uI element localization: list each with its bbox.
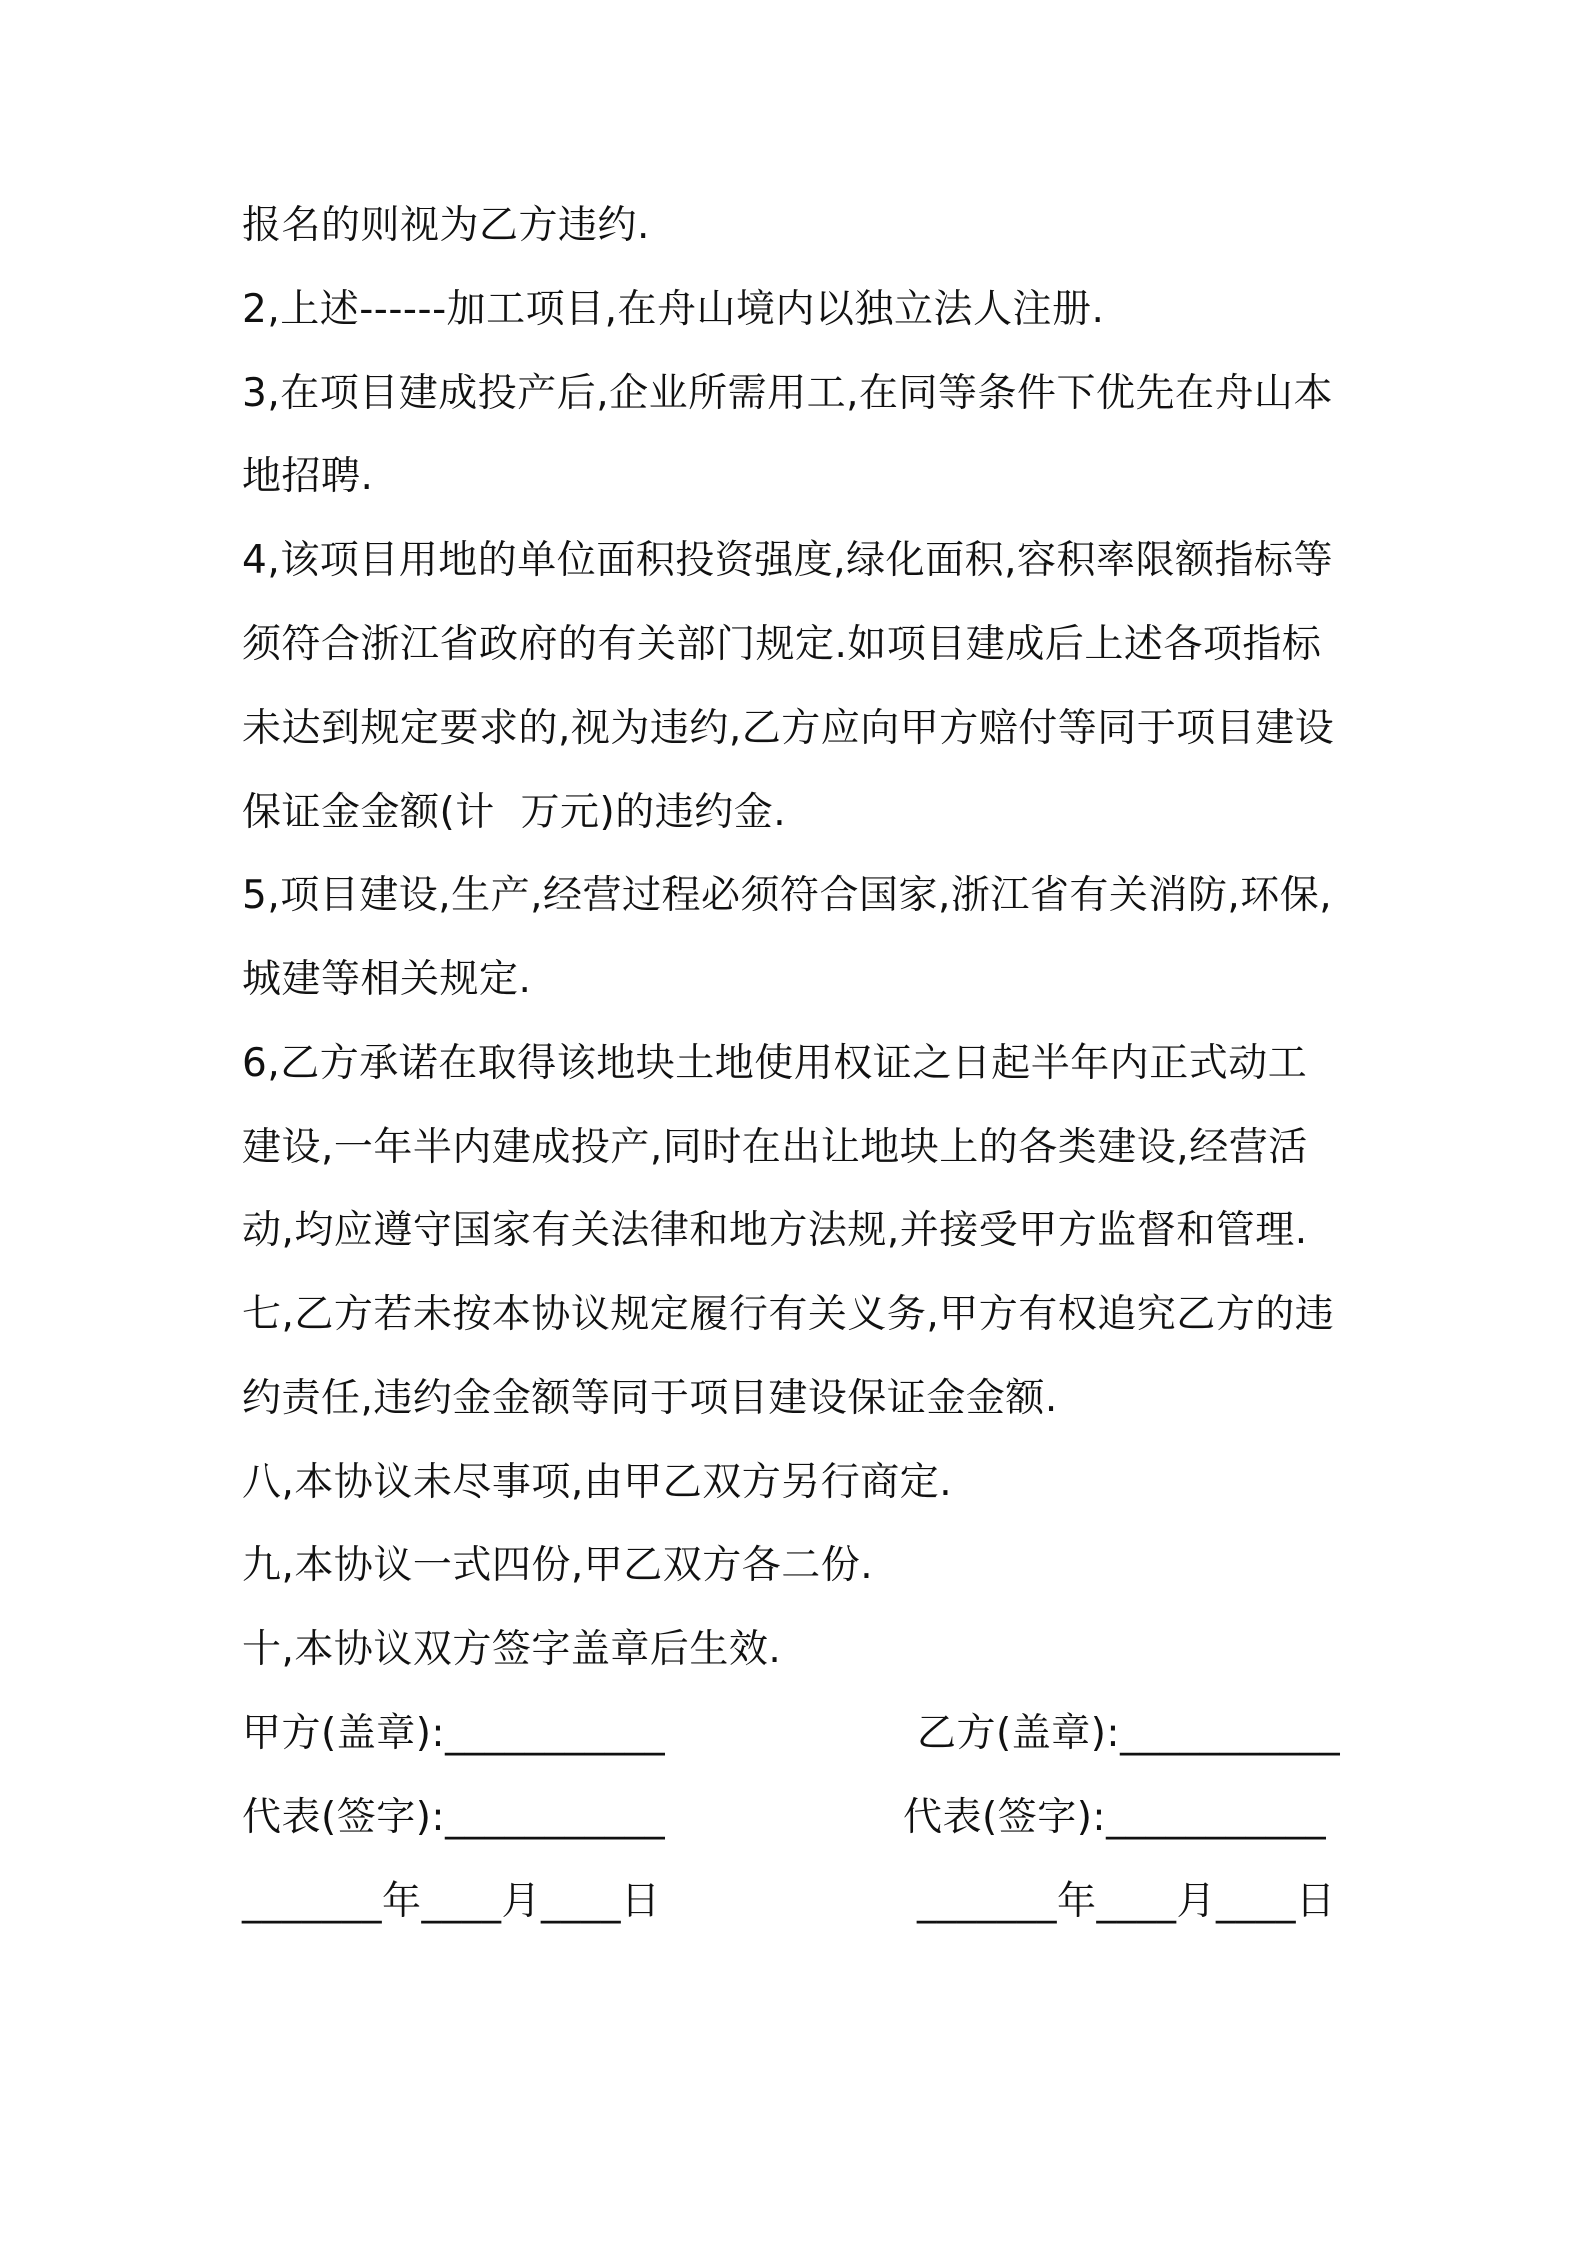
body-line: 5,项目建设,生产,经营过程必须符合国家,浙江省有关消防,环保,	[242, 873, 1333, 918]
body-line: 七,乙方若未按本协议规定履行有关义务,甲方有权追究乙方的违	[242, 1292, 1335, 1337]
body-line: 九,本协议一式四份,甲乙双方各二份.	[242, 1543, 874, 1588]
party-b-seal-field: 乙方(盖章):___________	[917, 1711, 1341, 1756]
body-line: 6,乙方承诺在取得该地块土地使用权证之日起半年内正式动工	[242, 1041, 1308, 1086]
body-line: 保证金金额(计 万元)的违约金.	[242, 790, 787, 835]
body-line: 地招聘.	[242, 454, 374, 499]
body-line: 4,该项目用地的单位面积投资强度,绿化面积,容积率限额指标等	[242, 538, 1334, 583]
body-line: 十,本协议双方签字盖章后生效.	[242, 1627, 782, 1672]
party-b-date-field: _______年____月____日	[917, 1879, 1336, 1924]
body-line: 建设,一年半内建成投产,同时在出让地块上的各类建设,经营活	[242, 1125, 1308, 1170]
body-line: 未达到规定要求的,视为违约,乙方应向甲方赔付等同于项目建设	[242, 706, 1335, 751]
party-a-seal-field: 甲方(盖章):___________	[242, 1711, 666, 1756]
body-line: 须符合浙江省政府的有关部门规定.如项目建成后上述各项指标	[242, 622, 1322, 667]
party-b-representative-field: 代表(签字):___________	[903, 1795, 1327, 1840]
body-line: 3,在项目建成投产后,企业所需用工,在同等条件下优先在舟山本	[242, 371, 1334, 416]
party-a-representative-field: 代表(签字):___________	[242, 1795, 666, 1840]
body-line: 2,上述------加工项目,在舟山境内以独立法人注册.	[242, 287, 1105, 332]
body-line: 报名的则视为乙方违约.	[242, 203, 650, 248]
body-line: 八,本协议未尽事项,由甲乙双方另行商定.	[242, 1460, 953, 1505]
body-line: 动,均应遵守国家有关法律和地方法规,并接受甲方监督和管理.	[242, 1208, 1308, 1253]
party-a-date-field: _______年____月____日	[242, 1879, 661, 1924]
body-line: 城建等相关规定.	[242, 957, 532, 1002]
body-line: 约责任,违约金金额等同于项目建设保证金金额.	[242, 1376, 1058, 1421]
